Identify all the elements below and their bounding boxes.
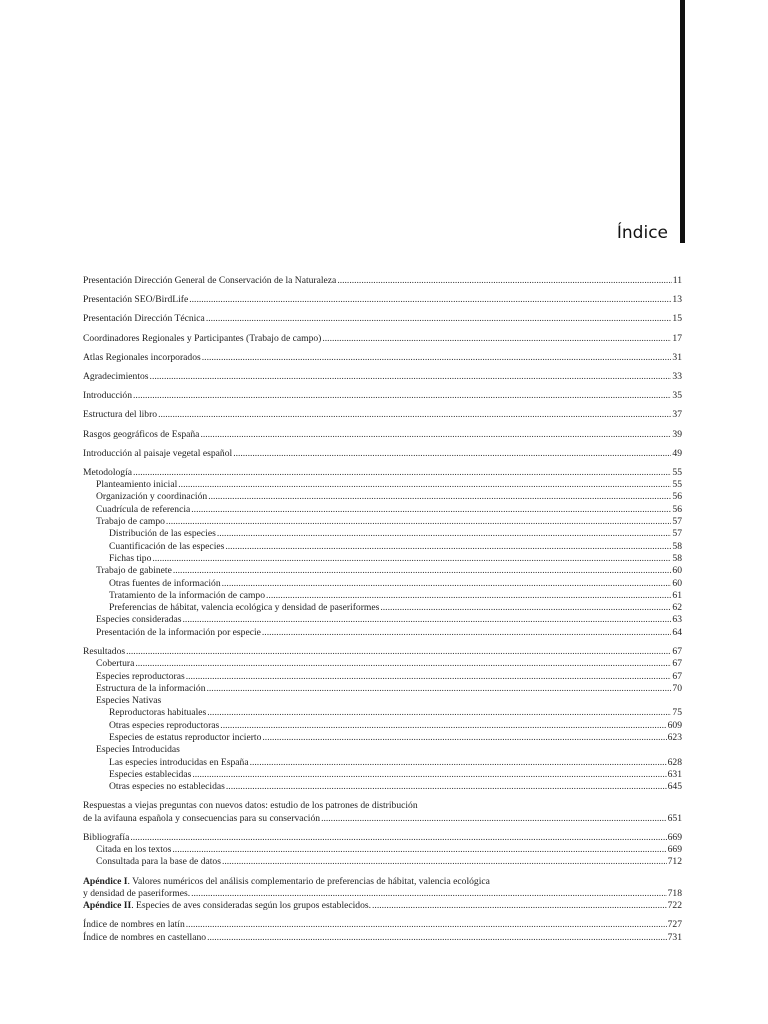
toc-entry-label: Estructura de la información bbox=[96, 682, 206, 694]
toc-gap bbox=[83, 793, 682, 800]
toc-entry-label: Presentación de la información por especie bbox=[96, 626, 261, 638]
toc-leader-dots bbox=[186, 671, 672, 682]
toc-entry-label: Estructura del libro bbox=[83, 409, 158, 421]
toc-gap bbox=[83, 326, 682, 333]
toc-leader-dots bbox=[166, 516, 671, 527]
toc-entry-label: Agradecimientos bbox=[83, 370, 149, 382]
toc-entry[interactable] bbox=[83, 313, 682, 325]
toc-gap bbox=[83, 306, 682, 313]
toc-leader-dots bbox=[208, 491, 671, 502]
toc-entry-label: y densidad de paseriformes. bbox=[83, 887, 191, 899]
toc-entry-page: 60 bbox=[672, 565, 682, 577]
toc-gap bbox=[83, 441, 682, 448]
toc-entry[interactable] bbox=[83, 371, 682, 383]
toc-gap bbox=[83, 869, 682, 876]
page-edge-bar bbox=[680, 0, 685, 243]
toc-leader-dots bbox=[152, 553, 671, 564]
toc-entry-page: 57 bbox=[672, 528, 682, 540]
toc-gap bbox=[83, 287, 682, 294]
toc-entry-page: 55 bbox=[672, 479, 682, 491]
toc-entry[interactable] bbox=[83, 683, 682, 695]
toc-entry-page: 55 bbox=[672, 466, 682, 478]
toc-entry-page: 58 bbox=[672, 552, 682, 564]
toc-entry-page: 58 bbox=[672, 540, 682, 552]
toc-entry[interactable] bbox=[83, 932, 682, 944]
toc-entry-label: de la avifauna española y consecuencias para su conservación bbox=[83, 812, 321, 824]
toc-entry-label: Trabajo de campo bbox=[96, 516, 165, 528]
toc-entry-page: 67 bbox=[672, 658, 682, 670]
toc-entry[interactable] bbox=[83, 553, 682, 565]
toc-entry[interactable] bbox=[83, 590, 682, 602]
toc-entry-page: 67 bbox=[672, 670, 682, 682]
toc-entry-page: 718 bbox=[667, 887, 682, 899]
toc-entry-label: Otras especies reproductoras bbox=[109, 719, 220, 731]
toc-entry[interactable] bbox=[83, 856, 682, 868]
toc-leader-dots bbox=[250, 757, 667, 768]
toc-entry-page: 712 bbox=[667, 856, 682, 868]
toc-entry-label: Apéndice I. Valores numéricos del análisis complementario de preferencias de hábitat, valencia ecológica bbox=[83, 875, 490, 887]
toc-entry-label: Preferencias de hábitat, valencia ecológica y densidad de paseriformes bbox=[109, 602, 380, 614]
toc-entry-page: 37 bbox=[672, 409, 682, 421]
toc-entry-page: 57 bbox=[672, 516, 682, 528]
toc-entry-page: 17 bbox=[672, 332, 682, 344]
toc-entry-label: Cuadrícula de referencia bbox=[96, 503, 191, 515]
toc-entry-label: Fichas tipo bbox=[109, 552, 152, 564]
toc-leader-dots bbox=[133, 467, 671, 478]
toc-leader-dots bbox=[178, 479, 671, 490]
toc-leader-dots bbox=[322, 333, 671, 344]
toc-leader-dots bbox=[220, 720, 666, 731]
toc-leader-dots bbox=[135, 658, 671, 669]
toc-entry-page: 731 bbox=[667, 931, 682, 943]
toc-entry-label: Rasgos geográficos de España bbox=[83, 428, 200, 440]
toc-entry-label: Citada en los textos bbox=[96, 844, 172, 856]
toc-entry-page: 49 bbox=[672, 447, 682, 459]
toc-leader-dots bbox=[191, 888, 667, 899]
toc-entry-label: Resultados bbox=[83, 645, 126, 657]
toc-leader-dots bbox=[233, 448, 671, 459]
toc-entry[interactable] bbox=[83, 695, 682, 707]
toc-entry[interactable] bbox=[83, 614, 682, 626]
toc-entry[interactable] bbox=[83, 390, 682, 402]
toc-entry-page: 722 bbox=[667, 900, 682, 912]
toc-entry[interactable] bbox=[83, 528, 682, 540]
toc-entry[interactable] bbox=[83, 602, 682, 614]
toc-entry-label: Atlas Regionales incorporados bbox=[83, 351, 201, 363]
toc-leader-dots bbox=[192, 769, 666, 780]
toc-leader-dots bbox=[226, 781, 667, 792]
toc-entry-page: 64 bbox=[672, 626, 682, 638]
toc-entry[interactable] bbox=[83, 479, 682, 491]
toc-entry-label: Consultada para la base de datos bbox=[96, 856, 221, 868]
toc-leader-dots bbox=[150, 371, 672, 382]
toc-entry[interactable] bbox=[83, 491, 682, 503]
toc-entry-page: 31 bbox=[672, 351, 682, 363]
toc-gap bbox=[83, 422, 682, 429]
toc-entry[interactable] bbox=[83, 813, 682, 825]
toc-entry-page: 727 bbox=[667, 919, 682, 931]
toc-entry-page: 39 bbox=[672, 428, 682, 440]
toc-entry-label: Tratamiento de la información de campo bbox=[109, 589, 266, 601]
toc-entry[interactable] bbox=[83, 448, 682, 460]
toc-entry[interactable] bbox=[83, 720, 682, 732]
toc-gap bbox=[83, 825, 682, 832]
toc-entry[interactable] bbox=[83, 707, 682, 719]
toc-entry-page: 35 bbox=[672, 390, 682, 402]
toc-entry[interactable] bbox=[83, 757, 682, 769]
toc-entry-page: 13 bbox=[672, 294, 682, 306]
toc-leader-dots bbox=[225, 541, 671, 552]
toc-entry-label: Índice de nombres en castellano bbox=[83, 931, 207, 943]
toc-leader-dots bbox=[266, 590, 671, 601]
toc-entry[interactable] bbox=[83, 294, 682, 306]
toc-leader-dots bbox=[321, 813, 667, 824]
toc-leader-dots bbox=[217, 528, 672, 539]
toc-entry-label: Especies establecidas bbox=[109, 768, 192, 780]
toc-entry-label: Especies Introducidas bbox=[96, 744, 180, 756]
toc-entry[interactable] bbox=[83, 467, 682, 479]
toc-entry-page: 63 bbox=[672, 614, 682, 626]
table-of-contents bbox=[83, 275, 682, 944]
toc-entry-page: 651 bbox=[667, 812, 682, 824]
toc-entry-label: Introducción al paisaje vegetal español bbox=[83, 447, 233, 459]
toc-entry-label: Otras especies no establecidas bbox=[109, 781, 225, 793]
toc-entry[interactable] bbox=[83, 876, 682, 888]
toc-entry[interactable] bbox=[83, 578, 682, 590]
toc-entry-label: Las especies introducidas en España bbox=[109, 756, 249, 768]
toc-entry-label: Apéndice II. Especies de aves consideradas según los grupos establecidos. bbox=[83, 900, 372, 912]
toc-entry-page: 645 bbox=[667, 781, 682, 793]
toc-entry[interactable] bbox=[83, 900, 682, 912]
toc-entry[interactable] bbox=[83, 744, 682, 756]
toc-entry-label: Presentación Dirección Técnica bbox=[83, 313, 205, 325]
toc-entry-label: Respuestas a viejas preguntas con nuevos datos: estudio de los patrones de distribución bbox=[83, 800, 418, 812]
toc-entry[interactable] bbox=[83, 409, 682, 421]
toc-entry-label: Otras fuentes de información bbox=[109, 577, 221, 589]
toc-gap bbox=[83, 345, 682, 352]
toc-leader-dots bbox=[189, 294, 671, 305]
toc-leader-dots bbox=[380, 602, 671, 613]
toc-leader-dots bbox=[126, 646, 671, 657]
toc-gap bbox=[83, 364, 682, 371]
toc-entry[interactable] bbox=[83, 781, 682, 793]
toc-entry-page: 75 bbox=[672, 707, 682, 719]
toc-entry-label: Reproductoras habituales bbox=[109, 707, 207, 719]
toc-entry-label: Coordinadores Regionales y Participantes (Trabajo de campo) bbox=[83, 332, 322, 344]
toc-entry-page: 15 bbox=[672, 313, 682, 325]
toc-entry[interactable] bbox=[83, 627, 682, 639]
toc-entry[interactable] bbox=[83, 844, 682, 856]
toc-entry-label: Trabajo de gabinete bbox=[96, 565, 172, 577]
toc-entry[interactable] bbox=[83, 429, 682, 441]
toc-leader-dots bbox=[202, 352, 672, 363]
toc-leader-dots bbox=[186, 919, 667, 930]
toc-leader-dots bbox=[200, 429, 671, 440]
toc-entry-label: Especies consideradas bbox=[96, 614, 182, 626]
toc-entry-page: 61 bbox=[672, 589, 682, 601]
toc-entry-label: Cobertura bbox=[96, 658, 135, 670]
toc-entry[interactable] bbox=[83, 832, 682, 844]
toc-entry[interactable] bbox=[83, 800, 682, 812]
toc-entry[interactable] bbox=[83, 565, 682, 577]
toc-entry[interactable] bbox=[83, 888, 682, 900]
toc-entry-page: 33 bbox=[672, 370, 682, 382]
toc-leader-dots bbox=[158, 409, 671, 420]
toc-entry[interactable] bbox=[83, 516, 682, 528]
toc-entry-label: Introducción bbox=[83, 390, 133, 402]
toc-entry-label: Organización y coordinación bbox=[96, 491, 208, 503]
toc-entry[interactable] bbox=[83, 732, 682, 744]
toc-entry-label: Planteamiento inicial bbox=[96, 479, 178, 491]
toc-leader-dots bbox=[262, 732, 666, 743]
toc-entry-label: Presentación Dirección General de Conservación de la Naturaleza bbox=[83, 275, 337, 286]
toc-entry-label: Bibliografía bbox=[83, 831, 130, 843]
toc-entry[interactable] bbox=[83, 646, 682, 658]
toc-leader-dots bbox=[207, 683, 672, 694]
toc-leader-dots bbox=[222, 856, 667, 867]
toc-entry-page: 11 bbox=[672, 275, 682, 286]
toc-leader-dots bbox=[372, 900, 667, 911]
toc-entry-page: 67 bbox=[672, 645, 682, 657]
toc-entry-page: 628 bbox=[667, 756, 682, 768]
toc-leader-dots bbox=[222, 578, 672, 589]
toc-entry[interactable] bbox=[83, 333, 682, 345]
page-title: Índice bbox=[616, 223, 668, 243]
toc-gap bbox=[83, 460, 682, 467]
toc-leader-dots bbox=[191, 504, 671, 515]
toc-entry-page: 60 bbox=[672, 577, 682, 589]
toc-entry-page: 669 bbox=[667, 844, 682, 856]
toc-leader-dots bbox=[183, 614, 672, 625]
toc-gap bbox=[83, 383, 682, 390]
toc-entry[interactable] bbox=[83, 504, 682, 516]
toc-entry[interactable] bbox=[83, 352, 682, 364]
toc-entry-page: 70 bbox=[672, 682, 682, 694]
toc-entry-page: 631 bbox=[667, 768, 682, 780]
toc-leader-dots bbox=[133, 390, 671, 401]
toc-entry-label: Índice de nombres en latín bbox=[83, 919, 185, 931]
toc-leader-dots bbox=[206, 313, 672, 324]
toc-entry[interactable] bbox=[83, 541, 682, 553]
toc-leader-dots bbox=[337, 275, 671, 286]
toc-entry[interactable] bbox=[83, 275, 682, 287]
toc-leader-dots bbox=[262, 627, 672, 638]
toc-entry-page: 609 bbox=[667, 719, 682, 731]
toc-entry-label: Cuantificación de las especies bbox=[109, 540, 225, 552]
toc-leader-dots bbox=[130, 832, 666, 843]
toc-leader-dots bbox=[207, 707, 671, 718]
toc-leader-dots bbox=[172, 844, 666, 855]
toc-entry-page: 623 bbox=[667, 732, 682, 743]
toc-gap bbox=[83, 639, 682, 646]
toc-entry-label: Metodología bbox=[83, 466, 133, 478]
toc-entry-label: Especies de estatus reproductor incierto bbox=[109, 732, 262, 743]
toc-entry-label: Especies Nativas bbox=[96, 695, 162, 707]
toc-entry[interactable] bbox=[83, 658, 682, 670]
toc-entry-label: Distribución de las especies bbox=[109, 528, 216, 540]
toc-entry[interactable] bbox=[83, 671, 682, 683]
toc-entry-label: Especies reproductoras bbox=[96, 670, 185, 682]
toc-entry-page: 56 bbox=[672, 503, 682, 515]
toc-leader-dots bbox=[173, 565, 672, 576]
toc-entry-page: 62 bbox=[672, 602, 682, 614]
toc-entry-page: 669 bbox=[667, 831, 682, 843]
toc-leader-dots bbox=[207, 932, 667, 943]
toc-entry[interactable] bbox=[83, 919, 682, 931]
toc-gap bbox=[83, 402, 682, 409]
toc-entry-label: Presentación SEO/BirdLife bbox=[83, 294, 189, 306]
toc-entry-page: 56 bbox=[672, 491, 682, 503]
toc-entry[interactable] bbox=[83, 769, 682, 781]
